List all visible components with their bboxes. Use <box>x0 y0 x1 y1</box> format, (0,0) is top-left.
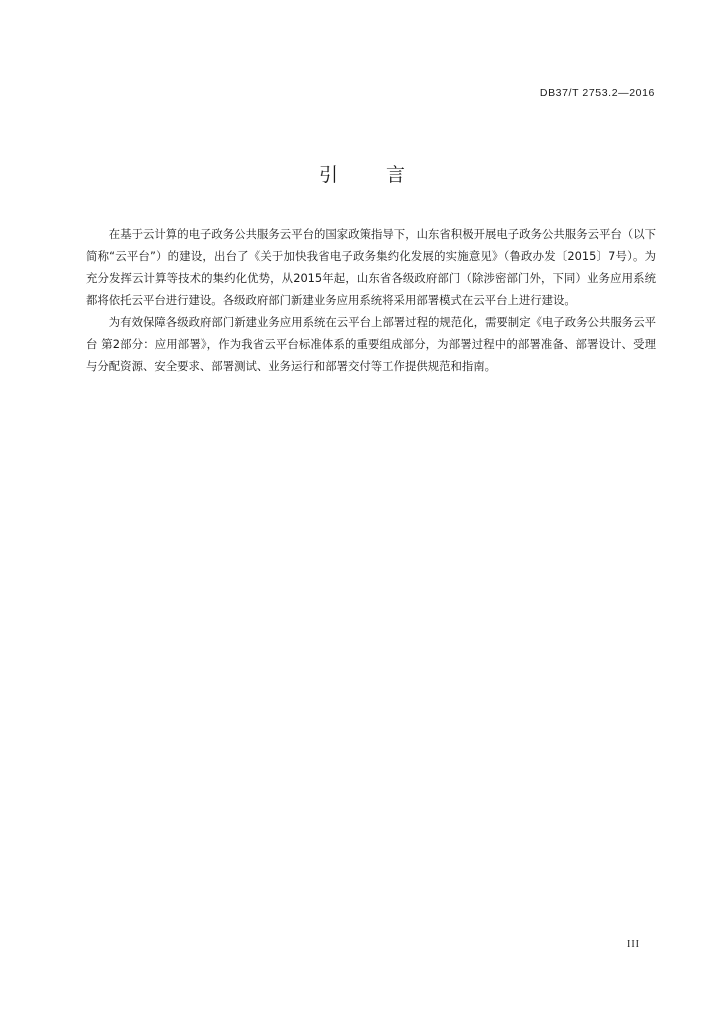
paragraph: 在基于云计算的电子政务公共服务云平台的国家政策指导下，山东省积极开展电子政务公共服务云平台（以下简称“云平台”）的建设，出台了《关于加快我省电子政务集约化发展的实施意见》（鲁政办发〔2015〕7号）。为充分发挥云计算等技术的集约化优势，从2015年起，山东省各级政府部门（除涉密部门外，下同）业务应用系统都将依托云平台进行建设。各级政府部门新建业务应用系统将采用部署模式在云平台上进行建设。 <box>86 227 656 307</box>
document-code: DB37/T 2753.2—2016 <box>539 87 655 99</box>
body-text <box>86 223 656 377</box>
paragraph: 为有效保障各级政府部门新建业务应用系统在云平台上部署过程的规范化，需要制定《电子政务公共服务云平台 第2部分：应用部署》，作为我省云平台标准体系的重要组成部分，为部署过程中的部署准备、部署设计、受理与分配资源、安全要求、部署测试、业务运行和部署交付等工作提供规范和指南。 <box>86 315 656 373</box>
section-title: 引 言 <box>318 164 427 186</box>
page-number: III <box>627 939 640 950</box>
